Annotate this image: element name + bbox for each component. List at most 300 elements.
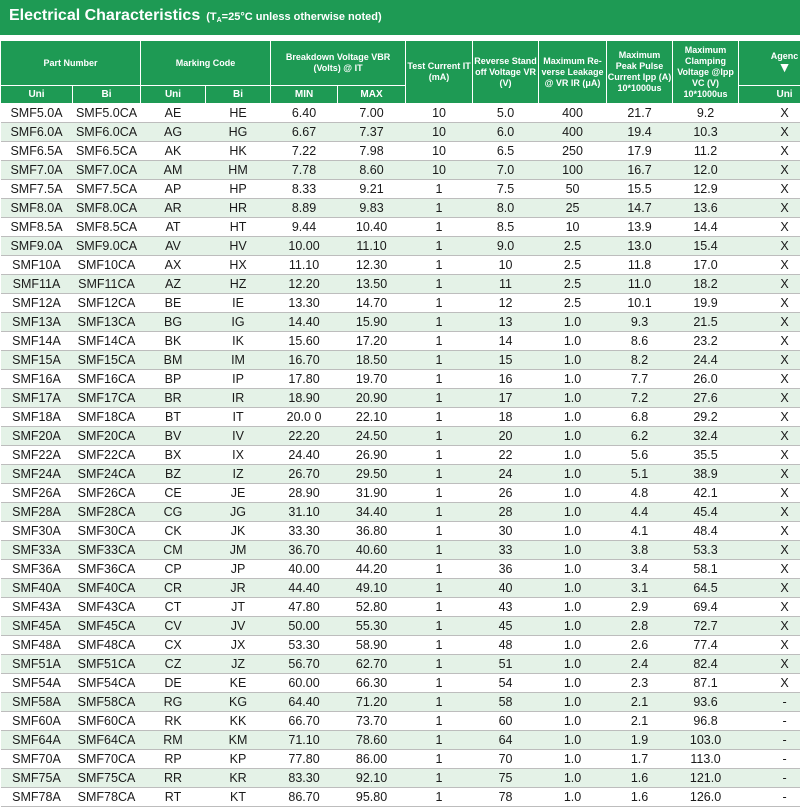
cell-test-current: 1 xyxy=(406,294,473,313)
cell-reverse-leakage: 1.0 xyxy=(539,522,607,541)
cell-peak-pulse-current: 11.8 xyxy=(607,256,673,275)
cell-reverse-leakage: 1.0 xyxy=(539,389,607,408)
cell-test-current: 1 xyxy=(406,275,473,294)
cell-vbr-min: 16.70 xyxy=(271,351,338,370)
cell-vbr-max: 19.70 xyxy=(338,370,406,389)
cell-standoff-voltage: 14 xyxy=(473,332,539,351)
cell-vbr-max: 92.10 xyxy=(338,769,406,788)
cell-marking-uni: AP xyxy=(141,180,206,199)
cell-vbr-min: 17.80 xyxy=(271,370,338,389)
cell-marking-bi: JP xyxy=(206,560,271,579)
cell-test-current: 1 xyxy=(406,180,473,199)
cell-marking-bi: HK xyxy=(206,142,271,161)
cell-marking-bi: HE xyxy=(206,104,271,123)
table-row xyxy=(1,389,800,408)
cell-peak-pulse-current: 8.6 xyxy=(607,332,673,351)
cell-vbr-min: 7.78 xyxy=(271,161,338,180)
cell-agency-uni: X xyxy=(739,389,800,408)
cell-marking-bi: IT xyxy=(206,408,271,427)
cell-marking-bi: KE xyxy=(206,674,271,693)
cell-vbr-max: 31.90 xyxy=(338,484,406,503)
cell-standoff-voltage: 51 xyxy=(473,655,539,674)
cell-test-current: 1 xyxy=(406,332,473,351)
cell-agency-uni: X xyxy=(739,598,800,617)
cell-standoff-voltage: 45 xyxy=(473,617,539,636)
cell-vbr-min: 33.30 xyxy=(271,522,338,541)
table-row xyxy=(1,370,800,389)
cell-peak-pulse-current: 17.9 xyxy=(607,142,673,161)
cell-clamping-voltage: 18.2 xyxy=(673,275,739,294)
cell-marking-bi: HX xyxy=(206,256,271,275)
header-peak-pulse-current: Maximum Peak Pulse Current Ipp (A) 10*1000us xyxy=(607,41,673,104)
cell-test-current: 1 xyxy=(406,598,473,617)
cell-standoff-voltage: 11 xyxy=(473,275,539,294)
cell-reverse-leakage: 250 xyxy=(539,142,607,161)
cell-part-uni: SMF11A xyxy=(1,275,73,294)
cell-part-uni: SMF20A xyxy=(1,427,73,446)
cell-clamping-voltage: 12.0 xyxy=(673,161,739,180)
cell-test-current: 1 xyxy=(406,389,473,408)
cell-part-uni: SMF51A xyxy=(1,655,73,674)
cell-marking-uni: AR xyxy=(141,199,206,218)
cell-peak-pulse-current: 10.1 xyxy=(607,294,673,313)
table-row xyxy=(1,750,800,769)
cell-standoff-voltage: 5.0 xyxy=(473,104,539,123)
cell-part-bi: SMF58CA xyxy=(73,693,141,712)
cell-part-uni: SMF40A xyxy=(1,579,73,598)
cell-clamping-voltage: 19.9 xyxy=(673,294,739,313)
cell-peak-pulse-current: 2.4 xyxy=(607,655,673,674)
cell-standoff-voltage: 22 xyxy=(473,446,539,465)
cell-vbr-min: 26.70 xyxy=(271,465,338,484)
cell-standoff-voltage: 33 xyxy=(473,541,539,560)
cell-reverse-leakage: 1.0 xyxy=(539,731,607,750)
cell-marking-uni: BP xyxy=(141,370,206,389)
header-agency: Agenc ▼ xyxy=(739,41,800,86)
cell-part-bi: SMF7.0CA xyxy=(73,161,141,180)
cell-agency-uni: X xyxy=(739,332,800,351)
cell-marking-bi: KG xyxy=(206,693,271,712)
cell-reverse-leakage: 1.0 xyxy=(539,427,607,446)
cell-marking-uni: AG xyxy=(141,123,206,142)
cell-marking-uni: CT xyxy=(141,598,206,617)
cell-clamping-voltage: 38.9 xyxy=(673,465,739,484)
table-row xyxy=(1,313,800,332)
cell-reverse-leakage: 1.0 xyxy=(539,617,607,636)
cell-part-bi: SMF30CA xyxy=(73,522,141,541)
cell-part-bi: SMF48CA xyxy=(73,636,141,655)
cell-marking-uni: BZ xyxy=(141,465,206,484)
cell-test-current: 1 xyxy=(406,199,473,218)
cell-vbr-min: 40.00 xyxy=(271,560,338,579)
cell-standoff-voltage: 60 xyxy=(473,712,539,731)
cell-vbr-max: 7.37 xyxy=(338,123,406,142)
cell-part-uni: SMF9.0A xyxy=(1,237,73,256)
cell-part-uni: SMF10A xyxy=(1,256,73,275)
cell-vbr-min: 60.00 xyxy=(271,674,338,693)
agency-mark-icon: ▼ xyxy=(778,62,792,73)
cell-peak-pulse-current: 2.6 xyxy=(607,636,673,655)
cell-peak-pulse-current: 19.4 xyxy=(607,123,673,142)
cell-agency-uni: X xyxy=(739,275,800,294)
cell-clamping-voltage: 53.3 xyxy=(673,541,739,560)
cell-test-current: 1 xyxy=(406,408,473,427)
cell-reverse-leakage: 1.0 xyxy=(539,750,607,769)
cell-peak-pulse-current: 13.0 xyxy=(607,237,673,256)
cell-part-bi: SMF15CA xyxy=(73,351,141,370)
cell-reverse-leakage: 1.0 xyxy=(539,351,607,370)
cell-reverse-leakage: 25 xyxy=(539,199,607,218)
cell-clamping-voltage: 121.0 xyxy=(673,769,739,788)
table-row xyxy=(1,465,800,484)
table-row xyxy=(1,636,800,655)
cell-marking-bi: IZ xyxy=(206,465,271,484)
header-part-number: Part Number xyxy=(1,41,141,86)
cell-marking-bi: KP xyxy=(206,750,271,769)
cell-standoff-voltage: 6.0 xyxy=(473,123,539,142)
cell-reverse-leakage: 1.0 xyxy=(539,370,607,389)
cell-part-bi: SMF9.0CA xyxy=(73,237,141,256)
cell-peak-pulse-current: 3.4 xyxy=(607,560,673,579)
cell-test-current: 1 xyxy=(406,351,473,370)
cell-reverse-leakage: 400 xyxy=(539,104,607,123)
cell-clamping-voltage: 113.0 xyxy=(673,750,739,769)
cell-marking-uni: CV xyxy=(141,617,206,636)
cell-agency-uni: X xyxy=(739,199,800,218)
cell-marking-uni: BV xyxy=(141,427,206,446)
cell-agency-uni: X xyxy=(739,446,800,465)
cell-marking-bi: HZ xyxy=(206,275,271,294)
cell-marking-uni: RK xyxy=(141,712,206,731)
cell-part-bi: SMF24CA xyxy=(73,465,141,484)
cell-part-bi: SMF7.5CA xyxy=(73,180,141,199)
header-test-current: Test Current IT (mA) xyxy=(406,41,473,104)
subheader-marking-uni: Uni xyxy=(141,86,206,104)
cell-test-current: 1 xyxy=(406,446,473,465)
cell-vbr-max: 40.60 xyxy=(338,541,406,560)
cell-vbr-max: 11.10 xyxy=(338,237,406,256)
table-row xyxy=(1,541,800,560)
cell-part-uni: SMF15A xyxy=(1,351,73,370)
cell-part-bi: SMF70CA xyxy=(73,750,141,769)
cell-marking-bi: JZ xyxy=(206,655,271,674)
cell-agency-uni: X xyxy=(739,503,800,522)
cell-clamping-voltage: 21.5 xyxy=(673,313,739,332)
cell-clamping-voltage: 12.9 xyxy=(673,180,739,199)
table-row xyxy=(1,522,800,541)
cell-clamping-voltage: 32.4 xyxy=(673,427,739,446)
cell-clamping-voltage: 103.0 xyxy=(673,731,739,750)
cell-agency-uni: X xyxy=(739,617,800,636)
cell-peak-pulse-current: 13.9 xyxy=(607,218,673,237)
cell-part-uni: SMF78A xyxy=(1,788,73,807)
table-row xyxy=(1,351,800,370)
cell-vbr-min: 14.40 xyxy=(271,313,338,332)
cell-part-uni: SMF16A xyxy=(1,370,73,389)
table-row xyxy=(1,769,800,788)
cell-reverse-leakage: 50 xyxy=(539,180,607,199)
subheader-part-bi: Bi xyxy=(73,86,141,104)
cell-reverse-leakage: 10 xyxy=(539,218,607,237)
cell-peak-pulse-current: 4.8 xyxy=(607,484,673,503)
cell-vbr-max: 78.60 xyxy=(338,731,406,750)
cell-agency-uni: X xyxy=(739,142,800,161)
cell-marking-bi: JM xyxy=(206,541,271,560)
cell-agency-uni: X xyxy=(739,351,800,370)
cell-marking-bi: JE xyxy=(206,484,271,503)
cell-clamping-voltage: 17.0 xyxy=(673,256,739,275)
table-row xyxy=(1,161,800,180)
cell-vbr-max: 58.90 xyxy=(338,636,406,655)
cell-vbr-max: 13.50 xyxy=(338,275,406,294)
cell-vbr-max: 20.90 xyxy=(338,389,406,408)
table-row xyxy=(1,332,800,351)
cell-clamping-voltage: 13.6 xyxy=(673,199,739,218)
cell-marking-uni: BK xyxy=(141,332,206,351)
cell-vbr-min: 83.30 xyxy=(271,769,338,788)
cell-vbr-min: 8.33 xyxy=(271,180,338,199)
cell-marking-uni: CZ xyxy=(141,655,206,674)
header-reverse-leakage: Maximum Re-verse Leakage @ VR IR (μA) xyxy=(539,41,607,104)
cell-standoff-voltage: 13 xyxy=(473,313,539,332)
cell-vbr-max: 34.40 xyxy=(338,503,406,522)
cell-clamping-voltage: 15.4 xyxy=(673,237,739,256)
cell-clamping-voltage: 72.7 xyxy=(673,617,739,636)
table-row xyxy=(1,218,800,237)
cell-standoff-voltage: 28 xyxy=(473,503,539,522)
cell-marking-uni: AT xyxy=(141,218,206,237)
cell-vbr-max: 14.70 xyxy=(338,294,406,313)
cell-clamping-voltage: 48.4 xyxy=(673,522,739,541)
page-title xyxy=(9,7,382,25)
cell-marking-uni: BT xyxy=(141,408,206,427)
title-text: Electrical Characteristics xyxy=(9,7,200,24)
cell-peak-pulse-current: 2.1 xyxy=(607,712,673,731)
cell-peak-pulse-current: 11.0 xyxy=(607,275,673,294)
header-marking-code: Marking Code xyxy=(141,41,271,86)
cell-standoff-voltage: 64 xyxy=(473,731,539,750)
table-row xyxy=(1,142,800,161)
cell-standoff-voltage: 12 xyxy=(473,294,539,313)
cell-agency-uni: X xyxy=(739,655,800,674)
cell-vbr-min: 12.20 xyxy=(271,275,338,294)
cell-marking-bi: IG xyxy=(206,313,271,332)
cell-reverse-leakage: 1.0 xyxy=(539,788,607,807)
cell-peak-pulse-current: 9.3 xyxy=(607,313,673,332)
cell-vbr-min: 86.70 xyxy=(271,788,338,807)
cell-standoff-voltage: 48 xyxy=(473,636,539,655)
cell-agency-uni: X xyxy=(739,484,800,503)
cell-standoff-voltage: 40 xyxy=(473,579,539,598)
cell-reverse-leakage: 1.0 xyxy=(539,313,607,332)
cell-part-uni: SMF24A xyxy=(1,465,73,484)
cell-standoff-voltage: 18 xyxy=(473,408,539,427)
cell-peak-pulse-current: 5.1 xyxy=(607,465,673,484)
cell-marking-uni: CP xyxy=(141,560,206,579)
cell-agency-uni: X xyxy=(739,427,800,446)
cell-marking-uni: AE xyxy=(141,104,206,123)
table-row xyxy=(1,788,800,807)
header-standoff-voltage: Reverse Stand off Voltage VR (V) xyxy=(473,41,539,104)
cell-peak-pulse-current: 14.7 xyxy=(607,199,673,218)
cell-test-current: 1 xyxy=(406,655,473,674)
cell-clamping-voltage: 27.6 xyxy=(673,389,739,408)
cell-standoff-voltage: 7.5 xyxy=(473,180,539,199)
cell-clamping-voltage: 14.4 xyxy=(673,218,739,237)
cell-marking-bi: IR xyxy=(206,389,271,408)
cell-test-current: 1 xyxy=(406,769,473,788)
cell-test-current: 1 xyxy=(406,560,473,579)
cell-standoff-voltage: 8.5 xyxy=(473,218,539,237)
cell-marking-uni: AV xyxy=(141,237,206,256)
cell-marking-bi: HV xyxy=(206,237,271,256)
cell-part-bi: SMF8.0CA xyxy=(73,199,141,218)
cell-marking-bi: KT xyxy=(206,788,271,807)
cell-part-bi: SMF51CA xyxy=(73,655,141,674)
table-row xyxy=(1,731,800,750)
cell-agency-uni: - xyxy=(739,731,800,750)
cell-test-current: 10 xyxy=(406,161,473,180)
cell-peak-pulse-current: 7.2 xyxy=(607,389,673,408)
cell-peak-pulse-current: 15.5 xyxy=(607,180,673,199)
cell-marking-uni: BX xyxy=(141,446,206,465)
cell-agency-uni: - xyxy=(739,750,800,769)
cell-part-uni: SMF26A xyxy=(1,484,73,503)
cell-part-bi: SMF22CA xyxy=(73,446,141,465)
cell-marking-uni: AX xyxy=(141,256,206,275)
cell-agency-uni: X xyxy=(739,104,800,123)
cell-clamping-voltage: 10.3 xyxy=(673,123,739,142)
header-breakdown-voltage: Breakdown Voltage VBR (Volts) @ IT xyxy=(271,41,406,86)
cell-marking-bi: JV xyxy=(206,617,271,636)
cell-test-current: 1 xyxy=(406,731,473,750)
table-row xyxy=(1,693,800,712)
cell-marking-uni: RT xyxy=(141,788,206,807)
cell-agency-uni: X xyxy=(739,180,800,199)
cell-agency-uni: X xyxy=(739,541,800,560)
cell-peak-pulse-current: 7.7 xyxy=(607,370,673,389)
cell-part-bi: SMF54CA xyxy=(73,674,141,693)
cell-part-bi: SMF11CA xyxy=(73,275,141,294)
cell-marking-bi: IX xyxy=(206,446,271,465)
cell-agency-uni: X xyxy=(739,560,800,579)
cell-vbr-min: 22.20 xyxy=(271,427,338,446)
cell-vbr-max: 18.50 xyxy=(338,351,406,370)
cell-part-uni: SMF43A xyxy=(1,598,73,617)
cell-agency-uni: X xyxy=(739,370,800,389)
cell-marking-bi: JK xyxy=(206,522,271,541)
cell-marking-uni: DE xyxy=(141,674,206,693)
cell-marking-uni: BE xyxy=(141,294,206,313)
cell-marking-bi: JG xyxy=(206,503,271,522)
cell-part-uni: SMF18A xyxy=(1,408,73,427)
cell-vbr-max: 55.30 xyxy=(338,617,406,636)
cell-part-uni: SMF54A xyxy=(1,674,73,693)
cell-vbr-min: 24.40 xyxy=(271,446,338,465)
table-row xyxy=(1,484,800,503)
cell-reverse-leakage: 1.0 xyxy=(539,693,607,712)
cell-marking-bi: HR xyxy=(206,199,271,218)
cell-vbr-min: 31.10 xyxy=(271,503,338,522)
cell-clamping-voltage: 45.4 xyxy=(673,503,739,522)
cell-marking-uni: BR xyxy=(141,389,206,408)
cell-part-uni: SMF6.5A xyxy=(1,142,73,161)
cell-clamping-voltage: 96.8 xyxy=(673,712,739,731)
cell-vbr-min: 66.70 xyxy=(271,712,338,731)
cell-part-uni: SMF6.0A xyxy=(1,123,73,142)
cell-marking-uni: CX xyxy=(141,636,206,655)
header-clamping-voltage: Maximum Clamping Voltage @Ipp VC (V) 10*1000us xyxy=(673,41,739,104)
cell-part-uni: SMF58A xyxy=(1,693,73,712)
cell-part-bi: SMF10CA xyxy=(73,256,141,275)
cell-part-uni: SMF36A xyxy=(1,560,73,579)
cell-marking-uni: RR xyxy=(141,769,206,788)
cell-marking-uni: RP xyxy=(141,750,206,769)
table-row xyxy=(1,104,800,123)
cell-marking-bi: HP xyxy=(206,180,271,199)
cell-clamping-voltage: 93.6 xyxy=(673,693,739,712)
table-row xyxy=(1,275,800,294)
cell-vbr-min: 7.22 xyxy=(271,142,338,161)
cell-marking-bi: JX xyxy=(206,636,271,655)
cell-reverse-leakage: 400 xyxy=(539,123,607,142)
cell-clamping-voltage: 58.1 xyxy=(673,560,739,579)
cell-part-uni: SMF48A xyxy=(1,636,73,655)
cell-marking-uni: CG xyxy=(141,503,206,522)
cell-vbr-min: 11.10 xyxy=(271,256,338,275)
cell-part-uni: SMF70A xyxy=(1,750,73,769)
cell-vbr-max: 52.80 xyxy=(338,598,406,617)
cell-marking-bi: JR xyxy=(206,579,271,598)
cell-clamping-voltage: 77.4 xyxy=(673,636,739,655)
cell-marking-uni: AK xyxy=(141,142,206,161)
cell-vbr-min: 10.00 xyxy=(271,237,338,256)
cell-part-uni: SMF8.0A xyxy=(1,199,73,218)
table-row xyxy=(1,123,800,142)
table-row xyxy=(1,446,800,465)
cell-test-current: 1 xyxy=(406,522,473,541)
cell-agency-uni: - xyxy=(739,693,800,712)
table-row xyxy=(1,237,800,256)
cell-vbr-max: 12.30 xyxy=(338,256,406,275)
cell-reverse-leakage: 1.0 xyxy=(539,446,607,465)
cell-marking-bi: HG xyxy=(206,123,271,142)
cell-part-uni: SMF8.5A xyxy=(1,218,73,237)
cell-clamping-voltage: 26.0 xyxy=(673,370,739,389)
cell-test-current: 1 xyxy=(406,636,473,655)
table-row xyxy=(1,674,800,693)
cell-agency-uni: X xyxy=(739,237,800,256)
cell-vbr-min: 77.80 xyxy=(271,750,338,769)
cell-part-uni: SMF5.0A xyxy=(1,104,73,123)
cell-test-current: 1 xyxy=(406,541,473,560)
cell-part-bi: SMF26CA xyxy=(73,484,141,503)
table-row xyxy=(1,503,800,522)
cell-vbr-min: 13.30 xyxy=(271,294,338,313)
cell-peak-pulse-current: 4.4 xyxy=(607,503,673,522)
cell-part-bi: SMF6.0CA xyxy=(73,123,141,142)
cell-marking-uni: BG xyxy=(141,313,206,332)
cell-agency-uni: X xyxy=(739,313,800,332)
cell-peak-pulse-current: 16.7 xyxy=(607,161,673,180)
cell-test-current: 1 xyxy=(406,313,473,332)
cell-part-uni: SMF45A xyxy=(1,617,73,636)
cell-reverse-leakage: 1.0 xyxy=(539,712,607,731)
cell-vbr-max: 9.21 xyxy=(338,180,406,199)
cell-part-bi: SMF36CA xyxy=(73,560,141,579)
cell-standoff-voltage: 17 xyxy=(473,389,539,408)
cell-agency-uni: X xyxy=(739,294,800,313)
